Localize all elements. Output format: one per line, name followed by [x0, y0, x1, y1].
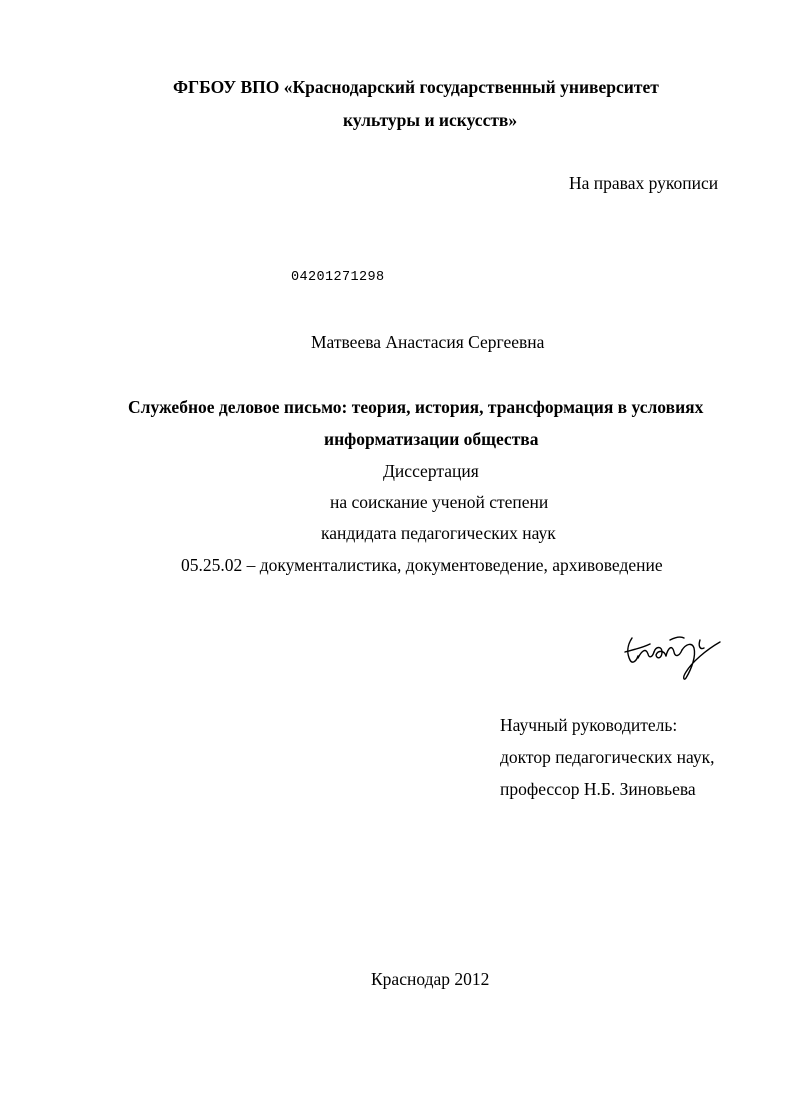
dissertation-title-line2: информатизации общества — [324, 429, 539, 449]
handwritten-signature-icon — [622, 630, 726, 682]
supervisor-degree: доктор педагогических наук, — [500, 747, 715, 767]
institution-name-line1: ФГБОУ ВПО «Краснодарский государственный университет — [173, 77, 659, 97]
registry-number: 04201271298 — [291, 270, 385, 285]
manuscript-note: На правах рукописи — [569, 173, 719, 193]
work-type: Диссертация — [383, 461, 479, 481]
degree-line1: на соискание ученой степени — [330, 492, 549, 512]
author-name: Матвеева Анастасия Сергеевна — [311, 332, 545, 352]
place-and-year: Краснодар 2012 — [371, 969, 490, 989]
supervisor-label: Научный руководитель: — [500, 715, 678, 735]
supervisor-name: профессор Н.Б. Зиновьева — [500, 779, 696, 799]
institution-name-line2: культуры и искусств» — [343, 110, 518, 130]
degree-line2: кандидата педагогических наук — [321, 523, 556, 543]
dissertation-title-line1: Служебное деловое письмо: теория, история, трансформация в условиях — [128, 397, 704, 417]
specialty-code: 05.25.02 – документалистика, документоведение, архивоведение — [181, 555, 663, 575]
